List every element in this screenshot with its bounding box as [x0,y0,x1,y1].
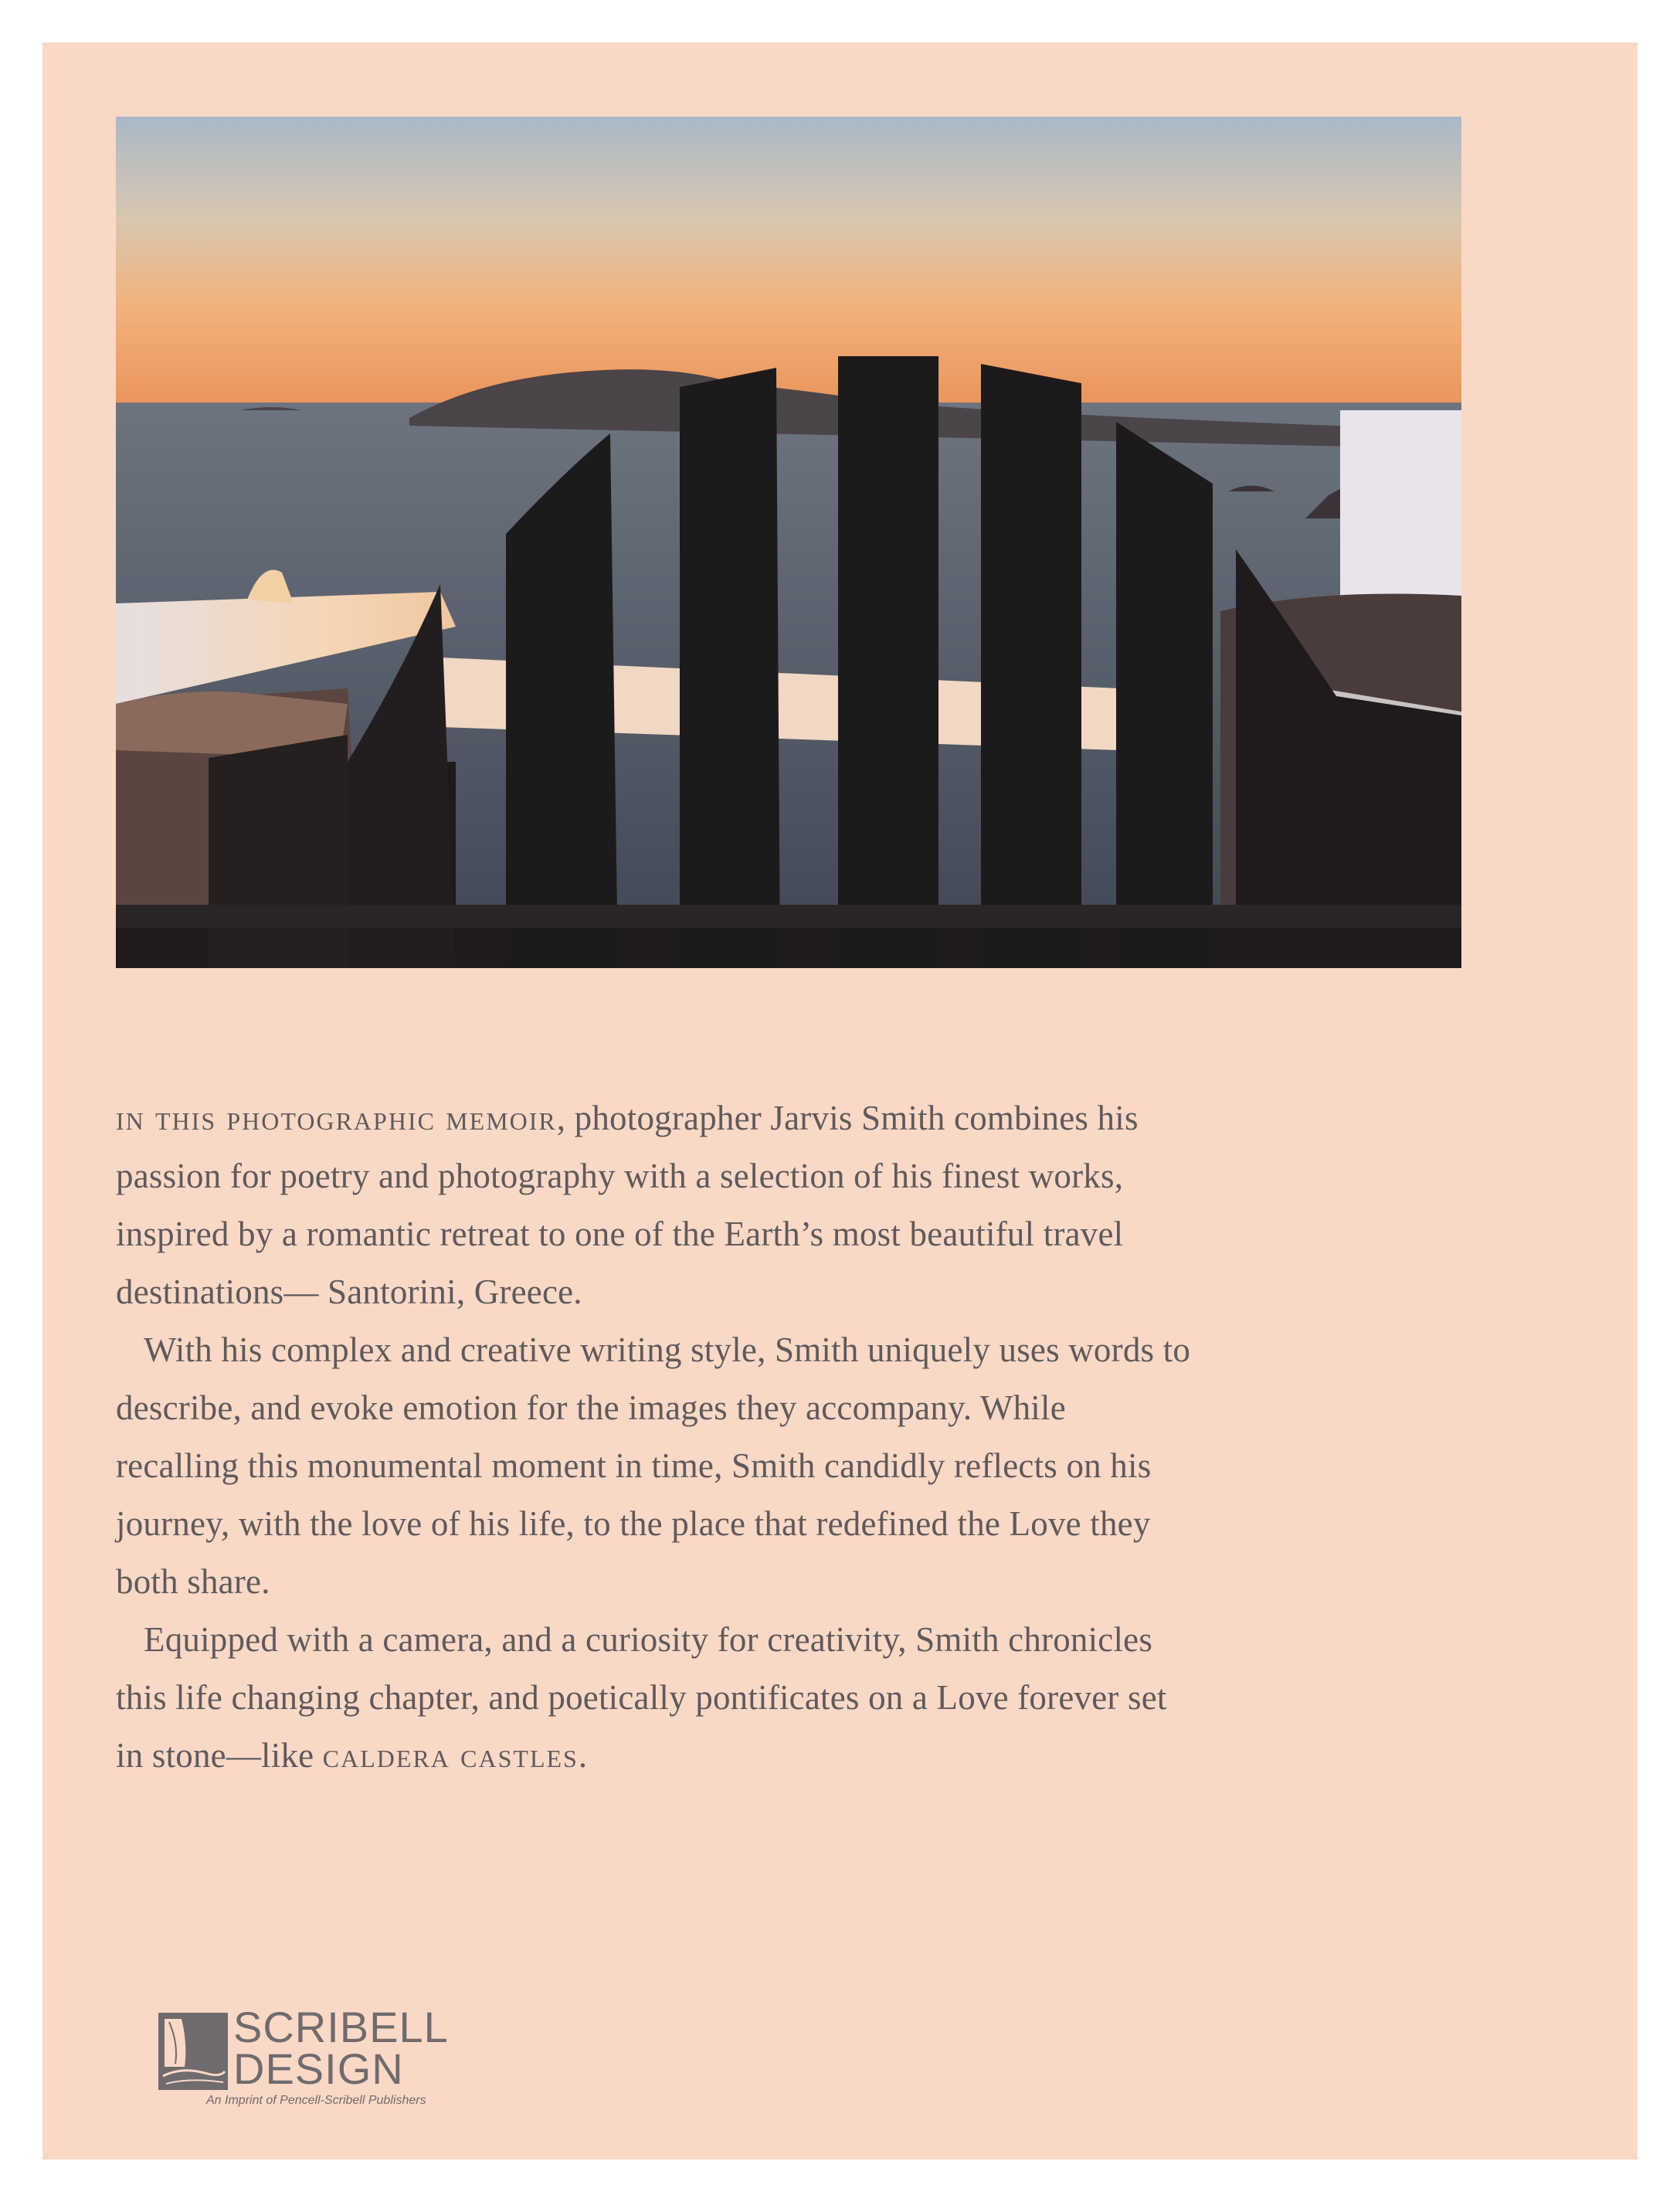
publisher-name-line-1: SCRIBELL [233,2003,449,2051]
publisher-imprint: An Imprint of Pencell-Scribell Publishers [206,2094,426,2107]
publisher-name-line-2: DESIGN [233,2044,404,2093]
book-title-mention: caldera castles [322,1736,579,1775]
blurb-paragraph-3-end: . [578,1736,588,1775]
blurb-paragraph-3-text: Equipped with a camera, and a curiosity for creativity, Smith chronicles this life changing chapter, and poetically pontificates on a Love forever set in stone—like [116,1620,1167,1775]
publisher-logo [158,2001,483,2107]
quill-book-logo-icon [158,2013,228,2090]
back-cover-blurb [116,1089,1197,1785]
blurb-lead-in: in this photographic memoir [116,1099,557,1137]
blurb-paragraph-3 [116,1611,1197,1785]
blurb-paragraph-2: With his complex and creative writing style, Smith uniquely uses words to describe, and evoke emotion for the images they accompany. While recalling this monumental moment in time, Smith candidly reflects on his journey, with the love of his life, to the place that redefined the Love they both share. [116,1330,1191,1601]
blurb-paragraph-1-text: , photographer Jarvis Smith combines his passion for poetry and photography with a selection of his finest works, inspired by a romantic retreat to one of the Earth’s most beautiful travel destinations— Santorini, Greece. [116,1099,1139,1311]
back-cover [42,42,1638,2160]
santorini-sunset-gate-photo [116,117,1461,968]
blurb-paragraph-1 [116,1089,1197,1321]
cover-photo [116,117,1461,968]
